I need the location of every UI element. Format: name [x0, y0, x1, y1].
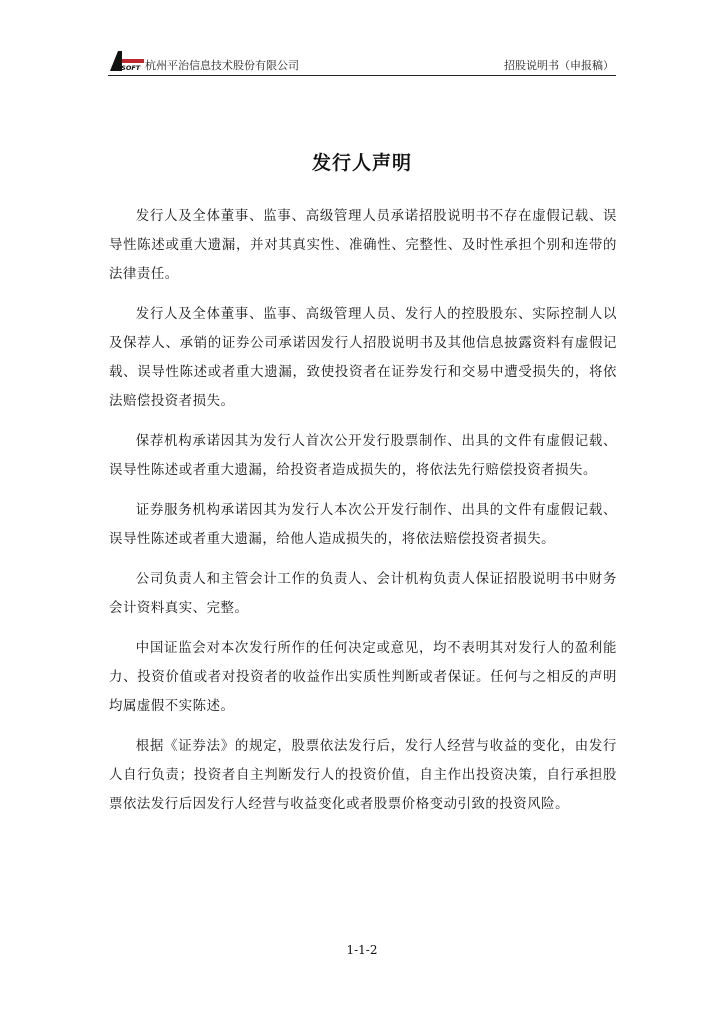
company-logo: [108, 49, 144, 73]
svg-text:HYSOFT: HYSOFT: [111, 64, 141, 72]
page-title: 发行人声明: [311, 152, 412, 174]
paragraph: 根据《证券法》的规定，股票依法发行后，发行人经营与收益的变化，由发行人自行负责；投资者自主判断发行人的投资价值，自主作出投资决策，自行承担股票依法发行后因发行人经营与收益变化或者股票价格变动引致的投资风险。: [109, 739, 617, 812]
paragraph: 证券服务机构承诺因其为发行人本次公开发行制作、出具的文件有虚假记载、误导性陈述或者重大遗漏，给他人造成损失的，将依法赔偿投资者损失。: [109, 503, 617, 547]
paragraph: 保荐机构承诺因其为发行人首次公开发行股票制作、出具的文件有虚假记载、误导性陈述或者重大遗漏，给投资者造成损失的，将依法先行赔偿投资者损失。: [109, 434, 617, 478]
paragraph: 发行人及全体董事、监事、高级管理人员、发行人的控股股东、实际控制人以及保荐人、承销的证券公司承诺因发行人招股说明书及其他信息披露资料有虚假记载、误导性陈述或者重大遗漏，致使投资者在证券发行和交易中遭受损失的，将依法赔偿投资者损失。: [109, 307, 617, 409]
paragraph: 中国证监会对本次发行所作的任何决定或意见，均不表明其对发行人的盈利能力、投资价值或者对投资者的收益作出实质性判断或者保证。任何与之相反的声明均属虚假不实陈述。: [109, 641, 617, 714]
paragraph: 发行人及全体董事、监事、高级管理人员承诺招股说明书不存在虚假记载、误导性陈述或重大遗漏，并对其真实性、准确性、完整性、及时性承担个别和连带的法律责任。: [109, 209, 617, 282]
declaration-body: [109, 202, 617, 830]
company-name: 杭州平治信息技术股份有限公司: [145, 59, 299, 72]
page-number: 1-1-2: [346, 943, 378, 957]
document-label: 招股说明书（申报稿）: [504, 59, 614, 72]
paragraph: 公司负责人和主管会计工作的负责人、会计机构负责人保证招股说明书中财务会计资料真实、完整。: [109, 572, 617, 616]
page-header: [108, 47, 616, 76]
